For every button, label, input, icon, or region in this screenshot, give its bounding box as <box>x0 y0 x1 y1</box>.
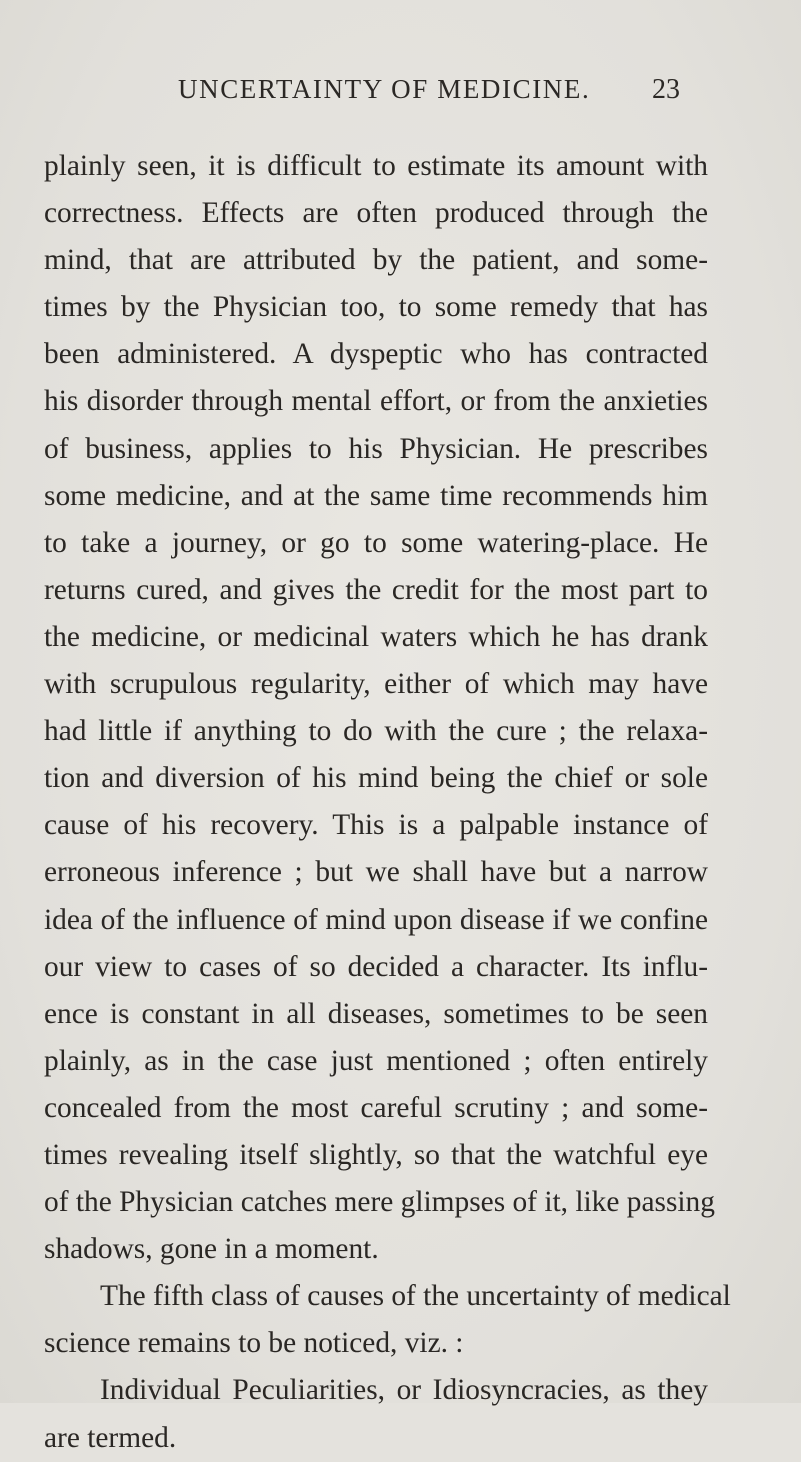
text-line: correctness. Effects are often produced through the <box>44 197 708 230</box>
text-line: his disorder through mental effort, or from the anxieties <box>44 385 708 418</box>
text-line: ence is constant in all diseases, sometimes to be seen <box>44 997 708 1030</box>
text-line: mind, that are attributed by the patient, and some- <box>44 244 708 277</box>
text-line: been administered. A dyspeptic who has contracted <box>44 338 708 371</box>
paragraph-start-line: The fifth class of causes of the uncertainty of medical <box>100 1280 731 1313</box>
text-line: times revealing itself slightly, so that the watchful eye <box>44 1138 708 1171</box>
text-line: idea of the influence of mind upon disease if we confine <box>44 903 708 936</box>
paragraph-start-line: Individual Peculiarities, or Idiosyncracies, as they <box>100 1374 708 1407</box>
text-line: our view to cases of so decided a character. Its influ- <box>44 950 708 983</box>
page-header <box>0 74 801 114</box>
text-line: the medicine, or medicinal waters which he has drank <box>44 620 708 653</box>
text-line: plainly, as in the case just mentioned ; often entirely <box>44 1044 708 1077</box>
text-line: to take a journey, or go to some watering-place. He <box>44 526 708 559</box>
text-line: with scrupulous regularity, either of which may have <box>44 668 708 701</box>
text-line: returns cured, and gives the credit for the most part to <box>44 573 708 606</box>
text-line: of business, applies to his Physician. He prescribes <box>44 432 708 465</box>
body-text <box>44 143 731 1462</box>
page-number: 23 <box>652 74 680 105</box>
text-line: had little if anything to do with the cure ; the relaxa- <box>44 715 708 748</box>
text-line: concealed from the most careful scrutiny ; and some- <box>44 1091 708 1124</box>
text-line: erroneous inference ; but we shall have but a narrow <box>44 856 708 889</box>
paragraph-end-line: science remains to be noticed, viz. : <box>44 1327 464 1360</box>
paragraph-end-line: are termed. <box>44 1421 177 1454</box>
text-line: of the Physician catches mere glimpses of it, like passing <box>44 1186 715 1219</box>
paragraph-end-line: shadows, gone in a moment. <box>44 1233 379 1266</box>
text-line: times by the Physician too, to some remedy that has <box>44 291 708 324</box>
text-line: cause of his recovery. This is a palpable instance of <box>44 809 708 842</box>
text-line: plainly seen, it is difficult to estimate its amount with <box>44 150 708 182</box>
running-title: UNCERTAINTY OF MEDICINE. <box>178 74 591 104</box>
text-line: some medicine, and at the same time recommends him <box>44 479 708 512</box>
text-line: tion and diversion of his mind being the chief or sole <box>44 762 708 795</box>
